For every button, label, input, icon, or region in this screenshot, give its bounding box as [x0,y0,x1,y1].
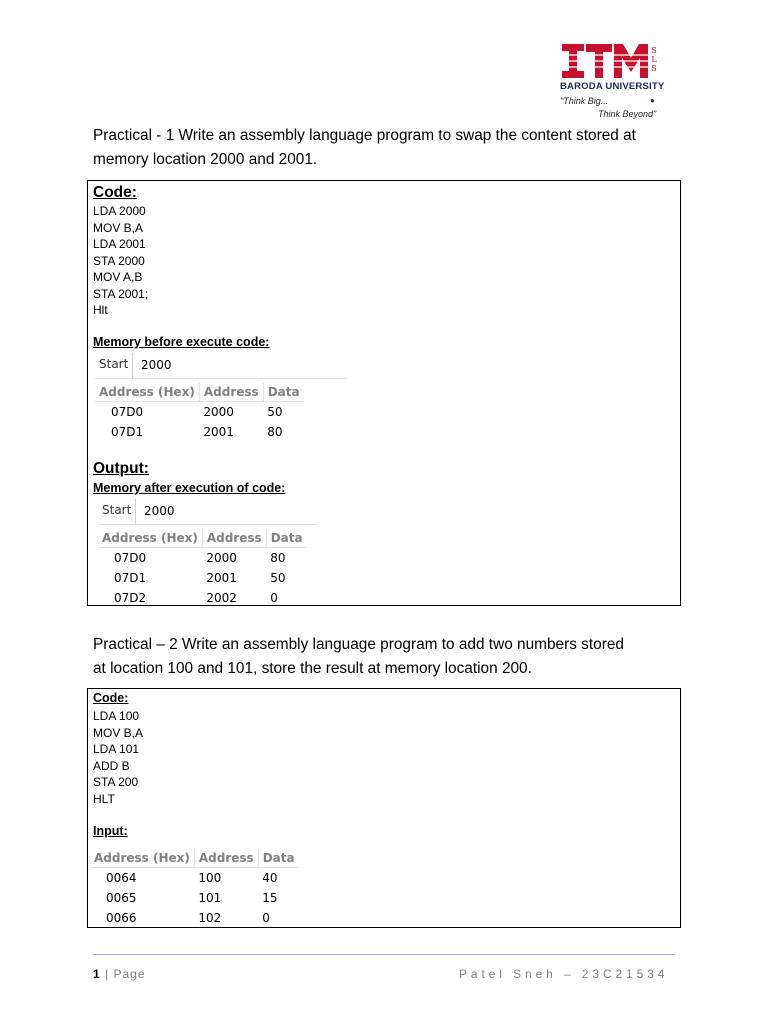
footer-author: Patel Sneh – 23C21534 [459,967,669,981]
code-line: MOV B,A [93,725,144,740]
code-line: STA 2001; [93,286,149,301]
cell-hex: 0064 [106,871,137,885]
column-header: Data [263,383,303,402]
university-logo [558,44,666,122]
column-header: Address [202,529,266,548]
table-row [90,888,299,908]
table-row [90,868,299,889]
code-title: Code: [93,184,137,201]
output-title: Output: [93,460,149,477]
practical-2-box [87,688,681,928]
memory-before-table [95,383,304,442]
practical-2-heading-line-2: at location 100 and 101, store the result at memory location 200. [93,660,532,677]
cell-hex: 07D1 [114,571,147,585]
column-header: Address [199,383,263,402]
code-line: LDA 2000 [93,204,146,218]
cell-address: 2000 [206,551,237,565]
start-row [98,499,318,525]
practical-1-box [87,180,681,606]
cell-data: 15 [262,891,278,905]
start-address-input[interactable]: 2000 [135,499,175,524]
code-line: STA 200 [93,775,139,789]
code-line: STA 2000 [93,253,145,268]
column-header: Data [258,849,298,868]
cell-data: 40 [262,871,278,885]
code-line: MOV A,B [93,270,143,284]
table-header-row [95,383,304,402]
code-line: ADD B [93,758,130,773]
memory-after-table [98,529,307,606]
column-header: Address (Hex) [98,529,202,548]
code-line: HLT [93,791,115,806]
memory-before-panel [95,353,347,442]
cell-data: 50 [270,571,286,585]
start-label: Start [102,503,132,517]
page-label: | Page [105,967,146,981]
footer-divider [93,954,675,955]
cell-hex: 07D1 [111,425,144,439]
cell-hex: 07D0 [114,551,147,565]
cell-address: 2001 [203,425,234,439]
column-header: Data [266,529,306,548]
code-line: LDA 100 [93,709,140,723]
cell-data: 0 [270,591,278,605]
cell-hex: 07D2 [114,591,147,605]
page-number: 1 [93,967,101,981]
itm-logo-mark [562,44,648,78]
logo-tagline-2: Think Beyond" [598,109,657,119]
table-header-row [90,849,299,868]
table-row [95,422,304,442]
column-header: Address [194,849,258,868]
start-row [95,353,347,379]
practical-2-heading-line-1: Practical – 2 Write an assembly language program to add two numbers stored [93,636,624,653]
logo-sls-s1: S [651,46,657,55]
cell-address: 102 [198,911,222,925]
code-line: MOV B,A [93,220,144,235]
cell-data: 0 [262,911,270,925]
cell-hex: 0065 [106,891,137,905]
table-row [98,588,307,606]
cell-hex: 07D0 [111,405,144,419]
footer-page [93,967,146,981]
memory-before-title: Memory before execute code: [93,335,270,349]
input-memory-panel [90,849,296,928]
practical-1-heading [93,124,693,172]
code-title: Code: [93,691,129,705]
cell-address: 101 [198,891,222,905]
column-header: Address (Hex) [95,383,199,402]
logo-tagline-1: "Think Big... [560,96,609,106]
table-header-row [98,529,307,548]
memory-after-title: Memory after execution of code: [93,481,286,495]
table-row [95,402,304,423]
table-row [98,548,307,569]
cell-data: 80 [270,551,286,565]
code-line: Hlt [93,303,108,317]
cell-data: 80 [267,425,283,439]
cell-address: 2002 [206,591,237,605]
code-line: LDA 101 [93,742,140,756]
column-header: Address (Hex) [90,849,194,868]
table-row [90,908,299,928]
input-memory-table [90,849,299,928]
input-title: Input: [93,824,128,838]
logo-sls-letters [648,46,660,73]
cell-address: 100 [198,871,222,885]
start-address-input[interactable]: 2000 [132,353,172,378]
logo-dot-icon: ● [650,96,655,105]
logo-sls-l: L [651,55,657,64]
table-row [98,568,307,588]
cell-address: 2000 [203,405,234,419]
practical-1-heading-line-2: memory location 2000 and 2001. [93,151,318,168]
logo-university-name: BARODA UNIVERSITY [560,81,665,92]
cell-address: 2001 [206,571,237,585]
practical-2-heading [93,633,693,681]
logo-sls-s2: S [651,64,657,73]
memory-after-panel [98,499,318,606]
practical-1-heading-line-1: Practical - 1 Write an assembly language program to swap the content stored at [93,127,636,144]
cell-data: 50 [267,405,283,419]
cell-hex: 0066 [106,911,137,925]
code-line: LDA 2001 [93,237,146,251]
start-label: Start [99,357,129,371]
